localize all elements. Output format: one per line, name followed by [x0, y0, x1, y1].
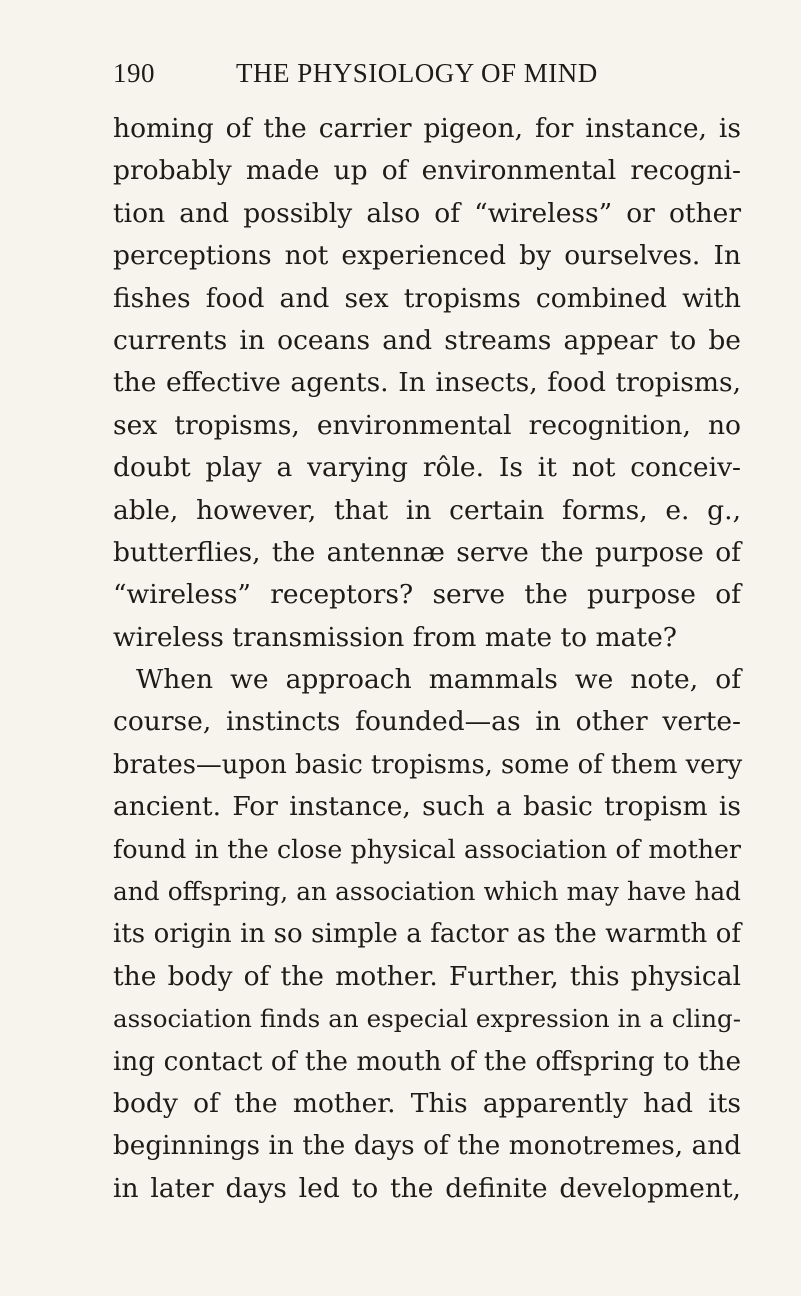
text-line-2: probably made up of environmental recogni-	[113, 155, 741, 187]
text-line-22: association finds an especial expression in a cling-	[113, 1004, 741, 1034]
text-line-11: butterflies, the antennæ serve the purpose of	[113, 536, 741, 568]
text-line-1: homing of the carrier pigeon, for instance, is	[113, 113, 741, 144]
text-line-18: found in the close physical association of mother	[113, 834, 741, 864]
text-line-13: wireless transmission from mate to mate?	[113, 621, 677, 653]
text-line-8: sex tropisms, environmental recognition, no	[113, 409, 741, 441]
text-line-24: body of the mother. This apparently had its	[113, 1087, 741, 1119]
text-line-6: currents in oceans and streams appear to be	[113, 324, 741, 356]
text-line-10: able, however, that in certain forms, e. g.,	[113, 494, 741, 526]
text-line-19: and offspring, an association which may have had	[113, 877, 741, 907]
text-line-16: brates—upon basic tropisms, some of them very	[113, 749, 743, 780]
text-line-23: ing contact of the mouth of the offspring to the	[113, 1046, 741, 1077]
text-line-15: course, instincts founded—as in other verte-	[113, 706, 741, 738]
text-line-14: When we approach mammals we note, of	[136, 664, 741, 696]
text-line-25: beginnings in the days of the monotremes, and	[113, 1131, 741, 1162]
text-line-20: its origin in so simple a factor as the warmth of	[113, 919, 741, 950]
text-line-7: the effective agents. In insects, food tropisms,	[113, 367, 741, 399]
text-line-9: doubt play a varying rôle. Is it not conceiv-	[113, 452, 741, 484]
running-title: THE PHYSIOLOGY OF MIND	[236, 58, 598, 88]
running-head	[113, 58, 741, 94]
text-line-21: the body of the mother. Further, this physical	[113, 960, 741, 992]
text-line-4: perceptions not experienced by ourselves. In	[113, 240, 741, 272]
text-line-5: fishes food and sex tropisms combined with	[113, 282, 741, 314]
text-line-12: “wireless” receptors? serve the purpose of	[113, 579, 741, 611]
body-text	[113, 108, 741, 1210]
text-line-17: ancient. For instance, such a basic tropism is	[113, 791, 741, 823]
text-line-3: tion and possibly also of “wireless” or other	[113, 197, 741, 229]
page-number: 190	[113, 58, 155, 88]
text-line-26: in later days led to the definite development,	[113, 1172, 741, 1204]
